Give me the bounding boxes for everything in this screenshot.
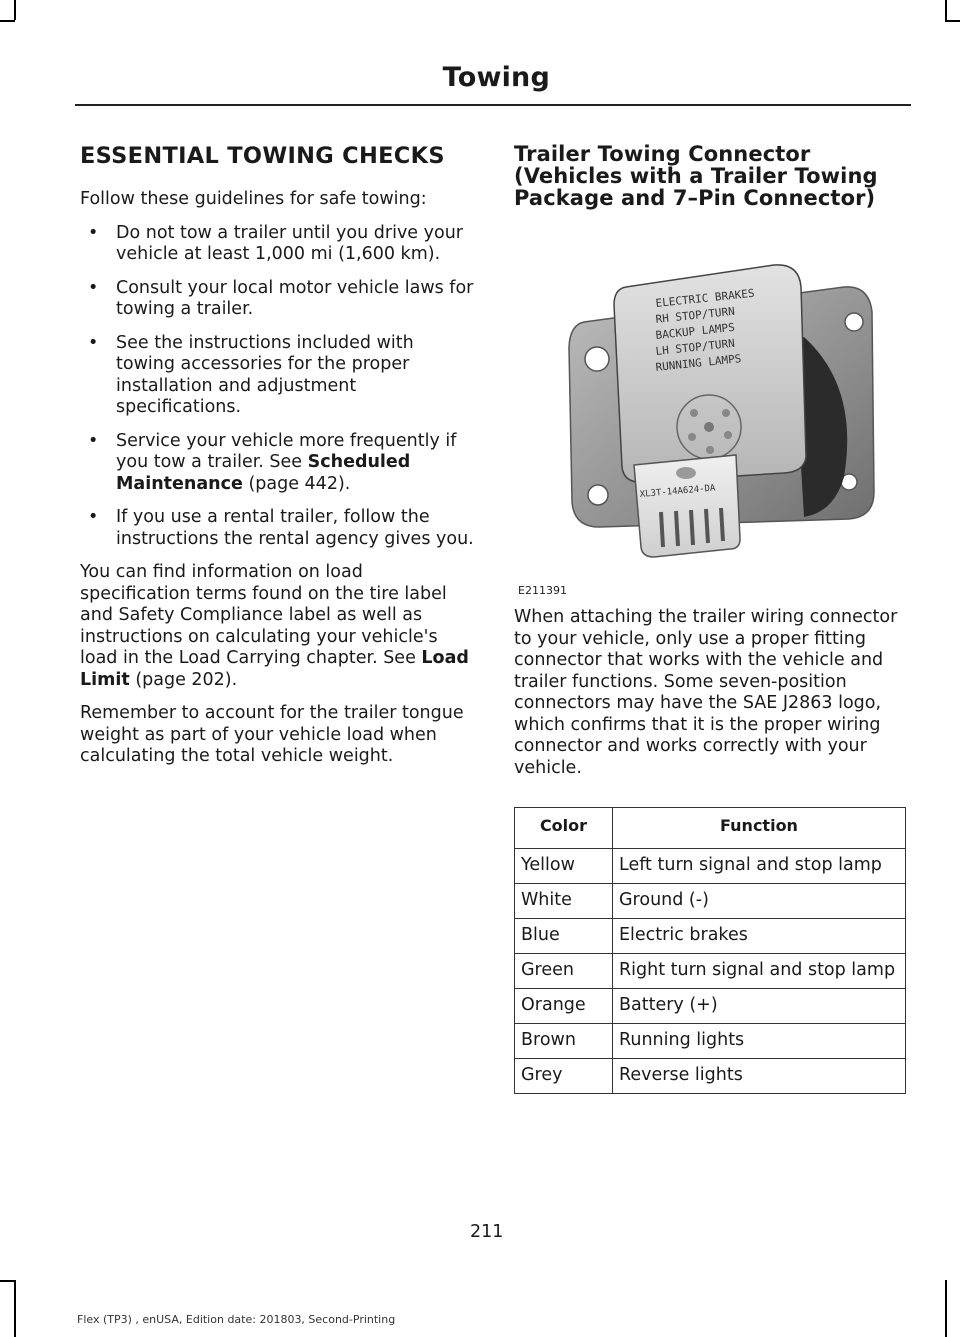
label-running-lamps: RUNNING LAMPS — [654, 352, 742, 374]
right-column — [514, 143, 908, 1094]
section-heading: ESSENTIAL TOWING CHECKS — [80, 143, 445, 169]
crop-mark — [0, 1280, 15, 1282]
function-cell: Reverse lights — [613, 1059, 906, 1094]
table-row — [515, 919, 906, 954]
crop-mark — [14, 0, 16, 20]
crop-mark — [945, 1280, 947, 1337]
load-info-paragraph: You can find information on load specification terms found on the tire label and Safety Compliance label as well as instructions on calculating your vehicle's load in the Load Carrying chapter. See Load Limit (page 202). — [80, 562, 469, 690]
color-cell: Grey — [515, 1059, 613, 1094]
function-cell: Battery (+) — [613, 989, 906, 1024]
list-item: • Do not tow a trailer until you drive your vehicle at least 1,000 mi (1,600 km). — [88, 222, 463, 264]
color-cell: Brown — [515, 1024, 613, 1059]
color-cell: Yellow — [515, 849, 613, 884]
color-cell: White — [515, 884, 613, 919]
crop-mark — [945, 20, 960, 22]
figure-code: E211391 — [518, 584, 567, 597]
table-row — [515, 884, 906, 919]
table-row — [515, 1024, 906, 1059]
table-header-row — [515, 808, 906, 849]
label-electric-brakes: ELECTRIC BRAKES — [654, 286, 756, 310]
column-header-function: Function — [613, 808, 906, 849]
load-limit-link[interactable]: Load Limit — [80, 648, 469, 690]
scheduled-maintenance-link[interactable]: Scheduled Maintenance — [116, 452, 411, 494]
label-rh-stop-turn: RH STOP/TURN — [654, 304, 736, 326]
footer-edition: Flex (TP3) , enUSA, Edition date: 201803, Second-Printing — [77, 1313, 396, 1326]
list-item: • Consult your local motor vehicle laws for towing a trailer. — [88, 277, 474, 319]
function-cell: Right turn signal and stop lamp — [613, 954, 906, 989]
column-header-color: Color — [515, 808, 613, 849]
seven-pin-connector-image — [514, 227, 908, 607]
label-backup-lamps: BACKUP LAMPS — [654, 320, 736, 342]
list-item: • Service your vehicle more frequently if you tow a trailer. See Scheduled Maintenance (page 442). — [88, 430, 457, 494]
crop-mark — [14, 1280, 16, 1337]
header-divider — [75, 104, 911, 106]
function-cell: Left turn signal and stop lamp — [613, 849, 906, 884]
table-row — [515, 954, 906, 989]
color-cell: Green — [515, 954, 613, 989]
crop-mark — [0, 20, 15, 22]
function-cell: Running lights — [613, 1024, 906, 1059]
part-number-label: XL3T-14A624-DA — [639, 483, 716, 500]
left-column — [80, 143, 478, 780]
label-lh-stop-turn: LH STOP/TURN — [654, 336, 736, 358]
page-header-title: Towing — [442, 62, 550, 93]
connector-paragraph: When attaching the trailer wiring connector to your vehicle, only use a proper fitting connector that works with the vehicle and trailer functions. Some seven-position connectors may have the SAE J2863 logo, which confirms that it is the proper wiring connector and works correctly with your vehicle. — [514, 607, 898, 778]
function-cell: Electric brakes — [613, 919, 906, 954]
intro-text: Follow these guidelines for safe towing: — [80, 189, 427, 209]
list-item: • See the instructions included with towing accessories for the proper installation and adjustment specifications. — [88, 332, 414, 417]
table-row — [515, 989, 906, 1024]
list-item: • If you use a rental trailer, follow the instructions the rental agency gives you. — [88, 507, 474, 549]
color-cell: Orange — [515, 989, 613, 1024]
table-row — [515, 849, 906, 884]
subsection-heading: Trailer Towing Connector (Vehicles with a Trailer Towing Package and 7–Pin Connector) — [514, 142, 878, 210]
crop-mark — [945, 0, 947, 20]
tongue-weight-paragraph: Remember to account for the trailer tongue weight as part of your vehicle load when calculating the total vehicle weight. — [80, 703, 464, 766]
page-number: 211 — [470, 1222, 504, 1242]
function-cell: Ground (-) — [613, 884, 906, 919]
connector-illustration — [514, 227, 908, 607]
table-row — [515, 1059, 906, 1094]
color-cell: Blue — [515, 919, 613, 954]
wire-color-table — [514, 807, 906, 1094]
checklist — [80, 223, 478, 551]
